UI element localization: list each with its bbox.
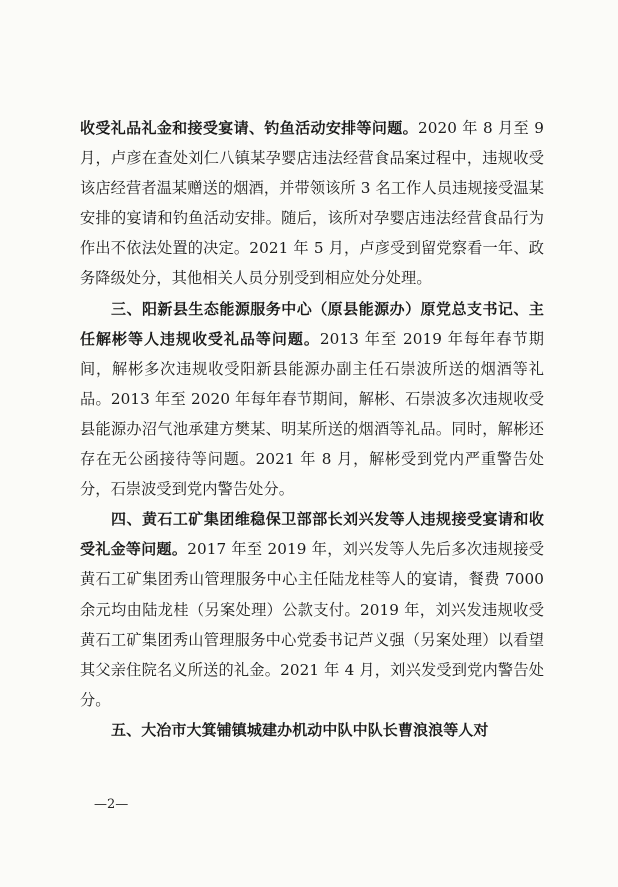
paragraph-2 <box>80 294 544 505</box>
paragraph-3 <box>80 504 544 715</box>
paragraph-1 <box>80 113 544 294</box>
paragraph-1-heading: 收受礼品礼金和接受宴请、钓鱼活动安排等问题。 <box>80 119 418 137</box>
paragraph-2-text: 2013 年至 2019 年每年春节期间，解彬多次违规收受阳新县能源办副主任石崇波所送的烟酒等礼品。2013 年至 2020 年每年春节期间，解彬、石崇波多次违规收受县能源办沼气池承建方樊某、明某所送的烟酒等礼品。同时，解彬还存在无公函接待等问题。2021 年 8 月，解彬受到党内严重警告处分，石崇波受到党内警告处分。 <box>80 329 544 499</box>
paragraph-1-text: 2020 年 8 月至 9 月，卢彦在查处刘仁八镇某孕婴店违法经营食品案过程中，违规收受该店经营者温某赠送的烟酒，并带领该所 3 名工作人员违规接受温某安排的宴请和钓鱼活动安排。随后，该所对孕婴店违法经营食品行为作出不依法处置的决定。2021 年 5 月，卢彦受到留党察看一年、政务降级处分，其他相关人员分别受到相应处分处理。 <box>80 119 544 288</box>
page-number: —2— <box>94 797 129 812</box>
paragraph-4-heading: 五、大冶市大箕铺镇城建办机动中队中队长曹浪浪等人对 <box>111 720 489 739</box>
paragraph-2-heading: 三、阳新县生态能源服务中心（原县能源办）原党总支书记、主任解彬等人违规收受礼品等问题。 <box>80 299 544 348</box>
paragraph-4 <box>80 715 544 745</box>
paragraph-3-text: 2017 年至 2019 年，刘兴发等人先后多次违规接受黄石工矿集团秀山管理服务中心主任陆龙桂等人的宴请，餐费 7000 余元均由陆龙桂（另案处理）公款支付。2019 年，刘兴发违规收受黄石工矿集团秀山管理服务中心党委书记芦义强（另案处理）以看望其父亲住院名义所送的礼金。2021 年 4 月，刘兴发受到党内警告处分。 <box>80 540 544 709</box>
document-body <box>80 113 544 745</box>
paragraph-3-heading: 四、黄石工矿集团维稳保卫部部长刘兴发等人违规接受宴请和收受礼金等问题。 <box>80 510 544 559</box>
